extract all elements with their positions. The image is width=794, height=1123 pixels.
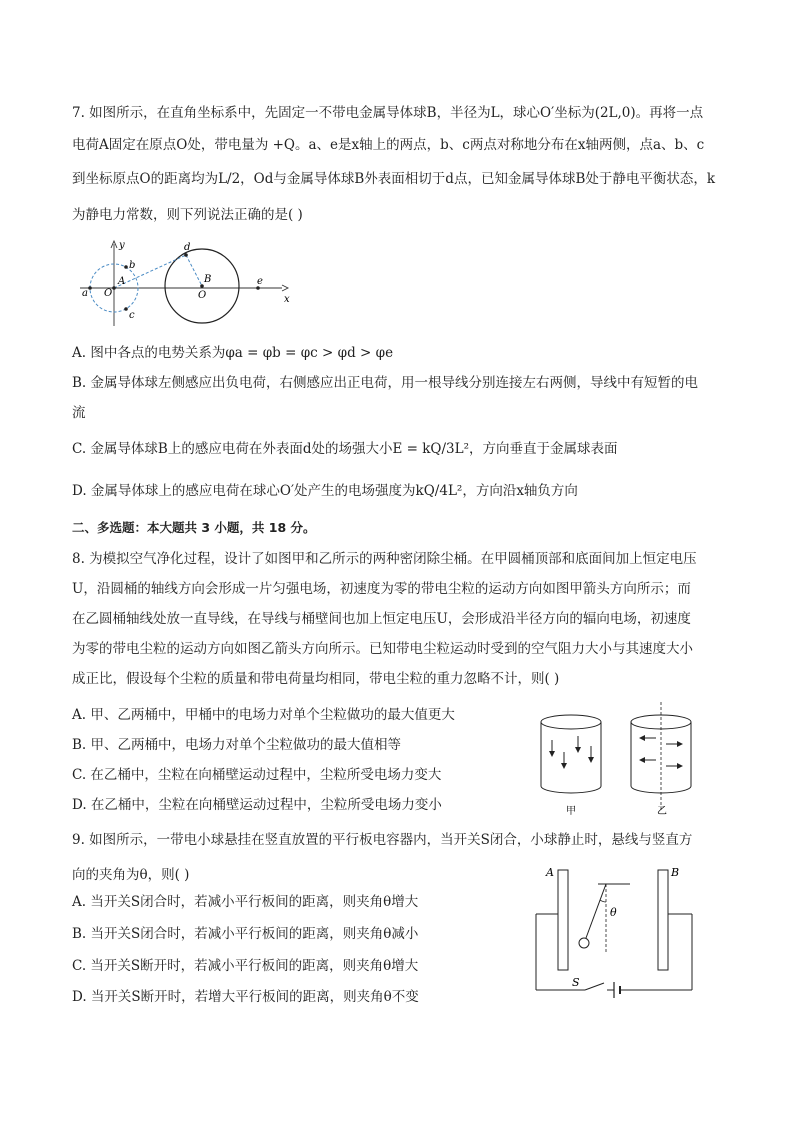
q8-option-a: A. 甲、乙两桶中，甲桶中的电场力对单个尘粒做功的最大值更大 — [72, 707, 455, 723]
fig9-label-B: B — [671, 866, 680, 879]
q8-option-c: C. 在乙桶中，尘粒在向桶壁运动过程中，尘粒所受电场力变大 — [72, 767, 442, 783]
fig9-label-A: A — [546, 866, 554, 879]
q8-line2: U，沿圆桶的轴线方向会形成一片匀强电场，初速度为零的带电尘粒的运动方向如图甲箭头方向所示；而 — [72, 581, 691, 597]
q7-option-d: D. 金属导体球上的感应电荷在球心O′处产生的电场强度为kQ/4L²，方向沿x轴负方向 — [72, 483, 578, 499]
q7-option-c: C. 金属导体球B上的感应电荷在外表面d处的场强大小E = kQ/3L²，方向垂直于金属球表面 — [72, 441, 618, 457]
q7-line2: 电荷A固定在原点O处，带电量为 +Q。a、e是x轴上的两点，b、c两点对称地分布在x轴两侧，点a、b、c — [72, 137, 705, 153]
q9-figure-capacitor — [530, 862, 700, 1000]
fig9-label-S: S — [572, 976, 580, 989]
q7-option-b-line1: B. 金属导体球左侧感应出负电荷，右侧感应出正电荷，用一根导线分别连接左右两侧，导线中有短暂的电 — [72, 375, 699, 391]
section-multi-choice-header: 二、多选题：本大题共 3 小题，共 18 分。 — [72, 520, 316, 535]
q9-line1: 9. 如图所示，一带电小球悬挂在竖直放置的平行板电容器内，当开关S闭合，小球静止时，悬线与竖直方 — [72, 832, 693, 848]
q7-option-b-line2: 流 — [72, 405, 86, 421]
q9-line2: 向的夹角为θ，则( ) — [72, 867, 190, 883]
fig9-label-theta: θ — [610, 906, 617, 919]
q7-figure — [74, 238, 296, 330]
q8-line5: 成正比，假设每个尘粒的质量和带电荷量均相同，带电尘粒的重力忽略不计，则( ) — [72, 671, 560, 687]
q9-option-b: B. 当开关S闭合时，若减小平行板间的距离，则夹角θ减小 — [72, 926, 419, 942]
fig8-caption-yi: 乙 — [657, 806, 667, 817]
q8-option-b: B. 甲、乙两桶中，电场力对单个尘粒做功的最大值相等 — [72, 737, 402, 753]
fig7-label-A: A — [118, 276, 126, 287]
q7-line4: 为静电力常数，则下列说法正确的是( ) — [72, 207, 303, 223]
fig7-label-x: x — [284, 294, 290, 305]
q8-line1: 8. 为模拟空气净化过程，设计了如图甲和乙所示的两种密闭除尘桶。在甲圆桶顶部和底面间加上恒定电压 — [72, 551, 697, 567]
fig8-caption-jia: 甲 — [566, 806, 576, 817]
q8-line3: 在乙圆桶轴线处放一直导线，在导线与桶壁间也加上恒定电压U，会形成沿半径方向的辐向电场，初速度 — [72, 611, 691, 627]
q9-option-c: C. 当开关S断开时，若减小平行板间的距离，则夹角θ增大 — [72, 958, 419, 974]
q8-figure-cylinders — [536, 700, 706, 822]
fig7-label-B: B — [204, 274, 212, 285]
fig7-label-y: y — [119, 240, 125, 251]
q7-line3: 到坐标原点O的距离均为L/2，Od与金属导体球B外表面相切于d点，已知金属导体球B处于静电平衡状态，k — [72, 171, 716, 187]
fig7-label-b: b — [129, 260, 136, 271]
q8-option-d: D. 在乙桶中，尘粒在向桶壁运动过程中，尘粒所受电场力变小 — [72, 797, 442, 813]
q9-option-d: D. 当开关S断开时，若增大平行板间的距离，则夹角θ不变 — [72, 989, 419, 1005]
q9-option-a: A. 当开关S闭合时，若减小平行板间的距离，则夹角θ增大 — [72, 894, 419, 910]
q7-line1: 7. 如图所示，在直角坐标系中，先固定一不带电金属导体球B，半径为L，球心O′坐标为(2L,0)。再将一点 — [72, 105, 704, 121]
q8-line4: 为零的带电尘粒的运动方向如图乙箭头方向所示。已知带电尘粒运动时受到的空气阻力大小与其速度大小 — [72, 641, 693, 657]
fig7-label-a: a — [82, 288, 88, 299]
fig7-label-c: c — [129, 310, 135, 321]
q7-option-a: A. 图中各点的电势关系为φa = φb = φc > φd > φe — [72, 345, 394, 361]
fig7-label-e: e — [257, 276, 263, 287]
fig7-label-d: d — [184, 242, 191, 253]
fig7-label-O: O — [104, 288, 113, 299]
fig7-label-O-prime: O — [198, 290, 207, 301]
